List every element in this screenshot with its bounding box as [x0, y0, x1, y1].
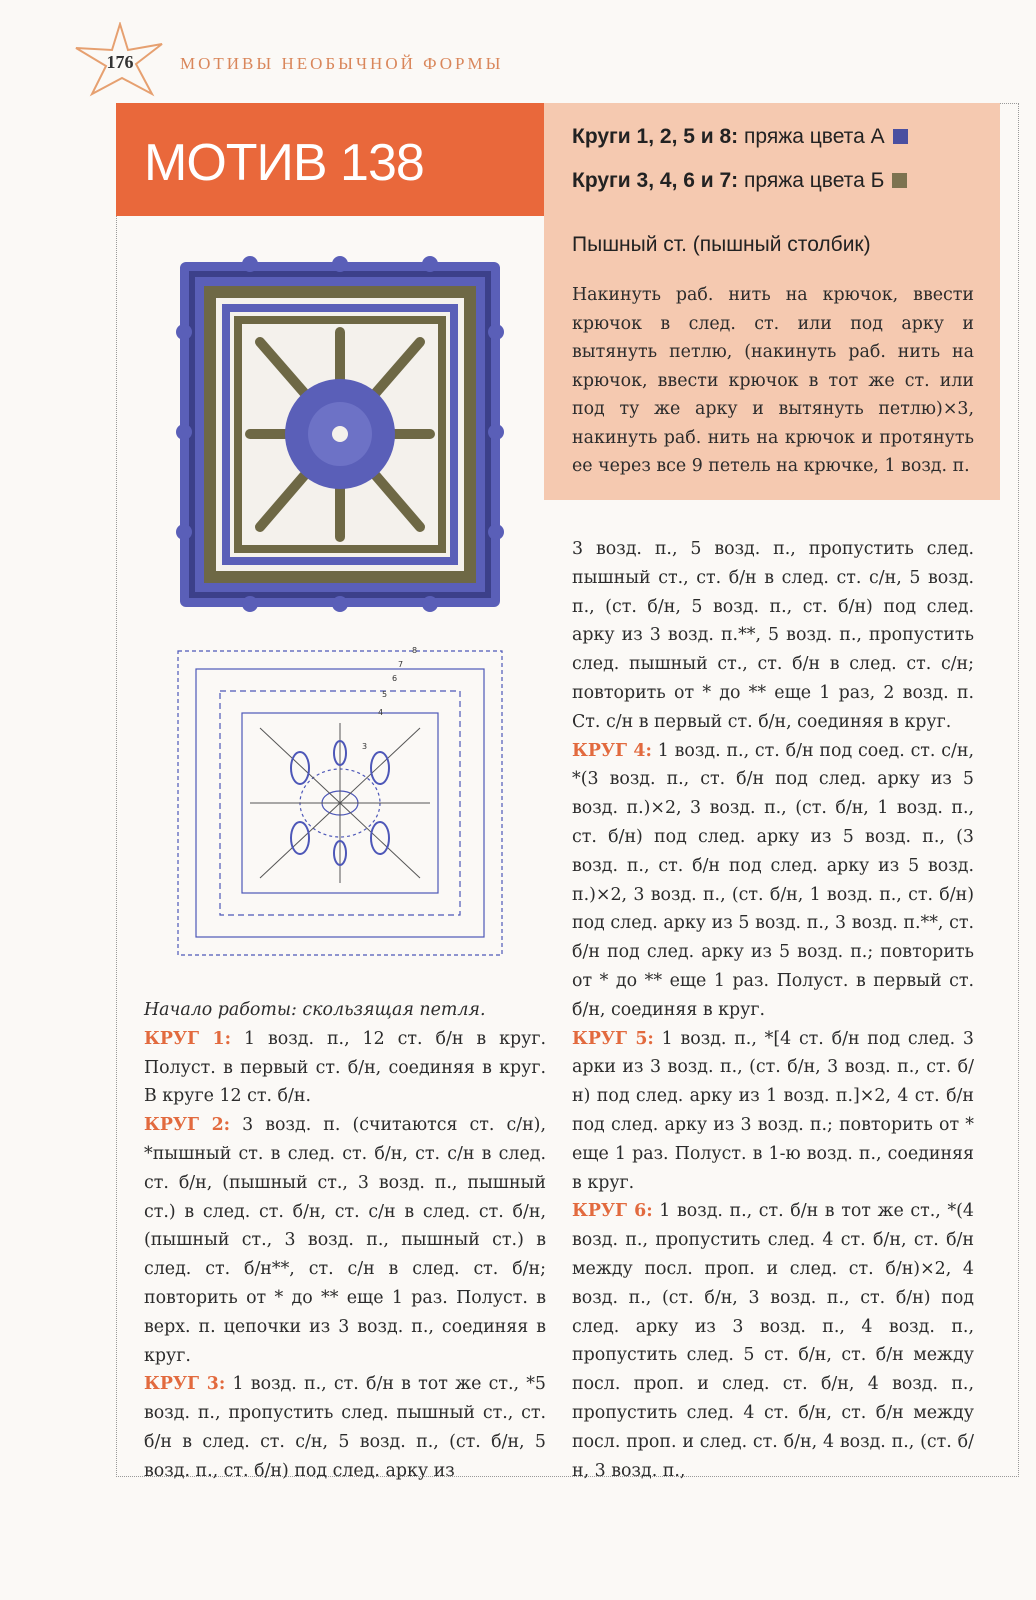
color-swatch-b — [892, 173, 907, 188]
round-text: 1 возд. п., 12 ст. б/н в круг. Полуст. в первый ст. б/н, соединяя в круг. В круге 12 ст. б/н. — [144, 1028, 546, 1107]
title-banner — [116, 103, 544, 216]
round-number: 8 — [412, 646, 418, 655]
round-2 — [144, 1111, 546, 1370]
instructions-right — [572, 535, 974, 1485]
round-label: КРУГ 4: — [572, 740, 652, 761]
round-label: КРУГ 5: — [572, 1028, 654, 1049]
yarn-line-a — [572, 125, 908, 149]
yarn-label: Круги 1, 2, 5 и 8: — [572, 125, 739, 148]
round-text: 1 возд. п., ст. б/н под соед. ст. с/н, *(3 возд. п., ст. б/н под след. арку из 5 возд. п.)×2, 3 возд. п., (ст. б/н, 1 возд. п., ст. б/н) под след. арку из 5 возд. п., (3 возд. п., ст. б/н под след. арку из 5 возд. п.)×2, 3 возд. п., (ст. б/н, 1 возд. п., ст. б/н) под след. арку из 5 возд. п., 3 возд. п.**, ст. б/н под след. арку из 5 возд. п.; повторить от * до ** еще 1 раз. Полуст. в первый ст. б/н, соединяя в круг. — [572, 740, 975, 1020]
start-note: Начало работы: скользящая петля. — [144, 1000, 486, 1020]
yarn-text: пряжа цвета А — [738, 125, 885, 148]
round-number: 3 — [362, 742, 368, 751]
round-label: КРУГ 1: — [144, 1028, 232, 1049]
page-title: МОТИВ 138 — [144, 134, 424, 192]
info-box — [544, 103, 1000, 500]
crochet-diagram — [160, 633, 520, 973]
page-number: 176 — [106, 52, 134, 72]
motif-photo — [170, 252, 510, 617]
round-3-continued: 3 возд. п., 5 возд. п., пропустить след. пышный ст., ст. б/н в след. ст. с/н, 5 возд. п., (ст. б/н, 5 возд. п., ст. б/н) под след. арку из 3 возд. п.**, 5 возд. п., пропустить след. пышный ст., ст. б/н в след. ст. с/н; повторить от * до ** еще 1 раз, 2 возд. п. Ст. с/н в первый ст. б/н, соединяя в круг. — [572, 539, 974, 732]
round-4 — [572, 737, 974, 1025]
section-title: МОТИВЫ НЕОБЫЧНОЙ ФОРМЫ — [180, 54, 504, 73]
color-swatch-a — [893, 129, 908, 144]
round-label: КРУГ 6: — [572, 1201, 653, 1222]
round-number: 6 — [392, 674, 398, 683]
round-number: 4 — [378, 708, 384, 717]
round-1 — [144, 1025, 546, 1111]
round-3 — [144, 1370, 546, 1485]
round-text: 3 возд. п. (считаются ст. с/н), *пышный ст. в след. ст. б/н, ст. с/н в след. ст. б/н, (пышный ст., 3 возд. п., пышный ст.) в след. ст. б/н, ст. с/н в след. ст. б/н, (пышный ст., 3 возд. п., пышный ст.) в след. ст. б/н**, ст. с/н в след. ст. б/н; повторить от * до ** еще 1 раз. Полуст. в верх. п. цепочки из 3 возд. п., соединяя в круг. — [144, 1115, 546, 1366]
round-text: 1 возд. п., ст. б/н в тот же ст., *(4 возд. п., пропустить след. 4 ст. б/н, ст. б/н между посл. проп. и след. ст. б/н)×2, 4 возд. п., (ст. б/н, 3 возд. п., ст. б/н) под след. арку из 3 возд. п., 4 возд. п., пропустить след. 5 ст. б/н, ст. б/н между посл. проп. и след. ст. б/н, 4 возд. п., пропустить след. 4 ст. б/н, ст. б/н между посл. проп. и след. ст. б/н, 4 возд. п., (ст. б/н, 3 возд. п., — [572, 1201, 974, 1481]
page-header — [70, 22, 670, 102]
round-label: КРУГ 3: — [144, 1374, 226, 1395]
yarn-text: пряжа цвета Б — [738, 169, 885, 192]
yarn-label: Круги 3, 4, 6 и 7: — [572, 169, 739, 192]
round-6 — [572, 1197, 974, 1485]
yarn-line-b — [572, 169, 907, 193]
stitch-title: Пышный ст. (пышный столбик) — [572, 233, 871, 256]
instructions-left — [144, 996, 546, 1486]
round-label: КРУГ 2: — [144, 1115, 231, 1136]
round-text: 1 возд. п., *[4 ст. б/н под след. 3 арки из 3 возд. п., (ст. б/н, 3 возд. п., ст. б/н) под след. арку из 1 возд. п.]×2, 4 ст. б/н под след. арку из 3 возд. п.; повторить от * еще 1 раз. Полуст. в 1-ю возд. п., соединяя в круг. — [572, 1028, 974, 1193]
round-number: 5 — [382, 690, 388, 699]
round-number: 7 — [398, 660, 404, 669]
round-text: 1 возд. п., ст. б/н в тот же ст., *5 возд. п., пропустить след. пышный ст., ст. б/н в след. ст. с/н, 5 возд. п., (ст. б/н, 5 возд. п., ст. б/н) под след. арку из — [144, 1374, 546, 1481]
round-5 — [572, 1025, 974, 1198]
stitch-description: Накинуть раб. нить на крючок, ввести крючок в след. ст. или под арку и вытянуть петлю, (накинуть раб. нить на крючок, ввести крючок в тот же ст. или под ту же арку и вытянуть петлю)×3, накинуть раб. нить на крючок и протянуть ее через все 9 петель на крючке, 1 возд. п. — [572, 285, 974, 476]
